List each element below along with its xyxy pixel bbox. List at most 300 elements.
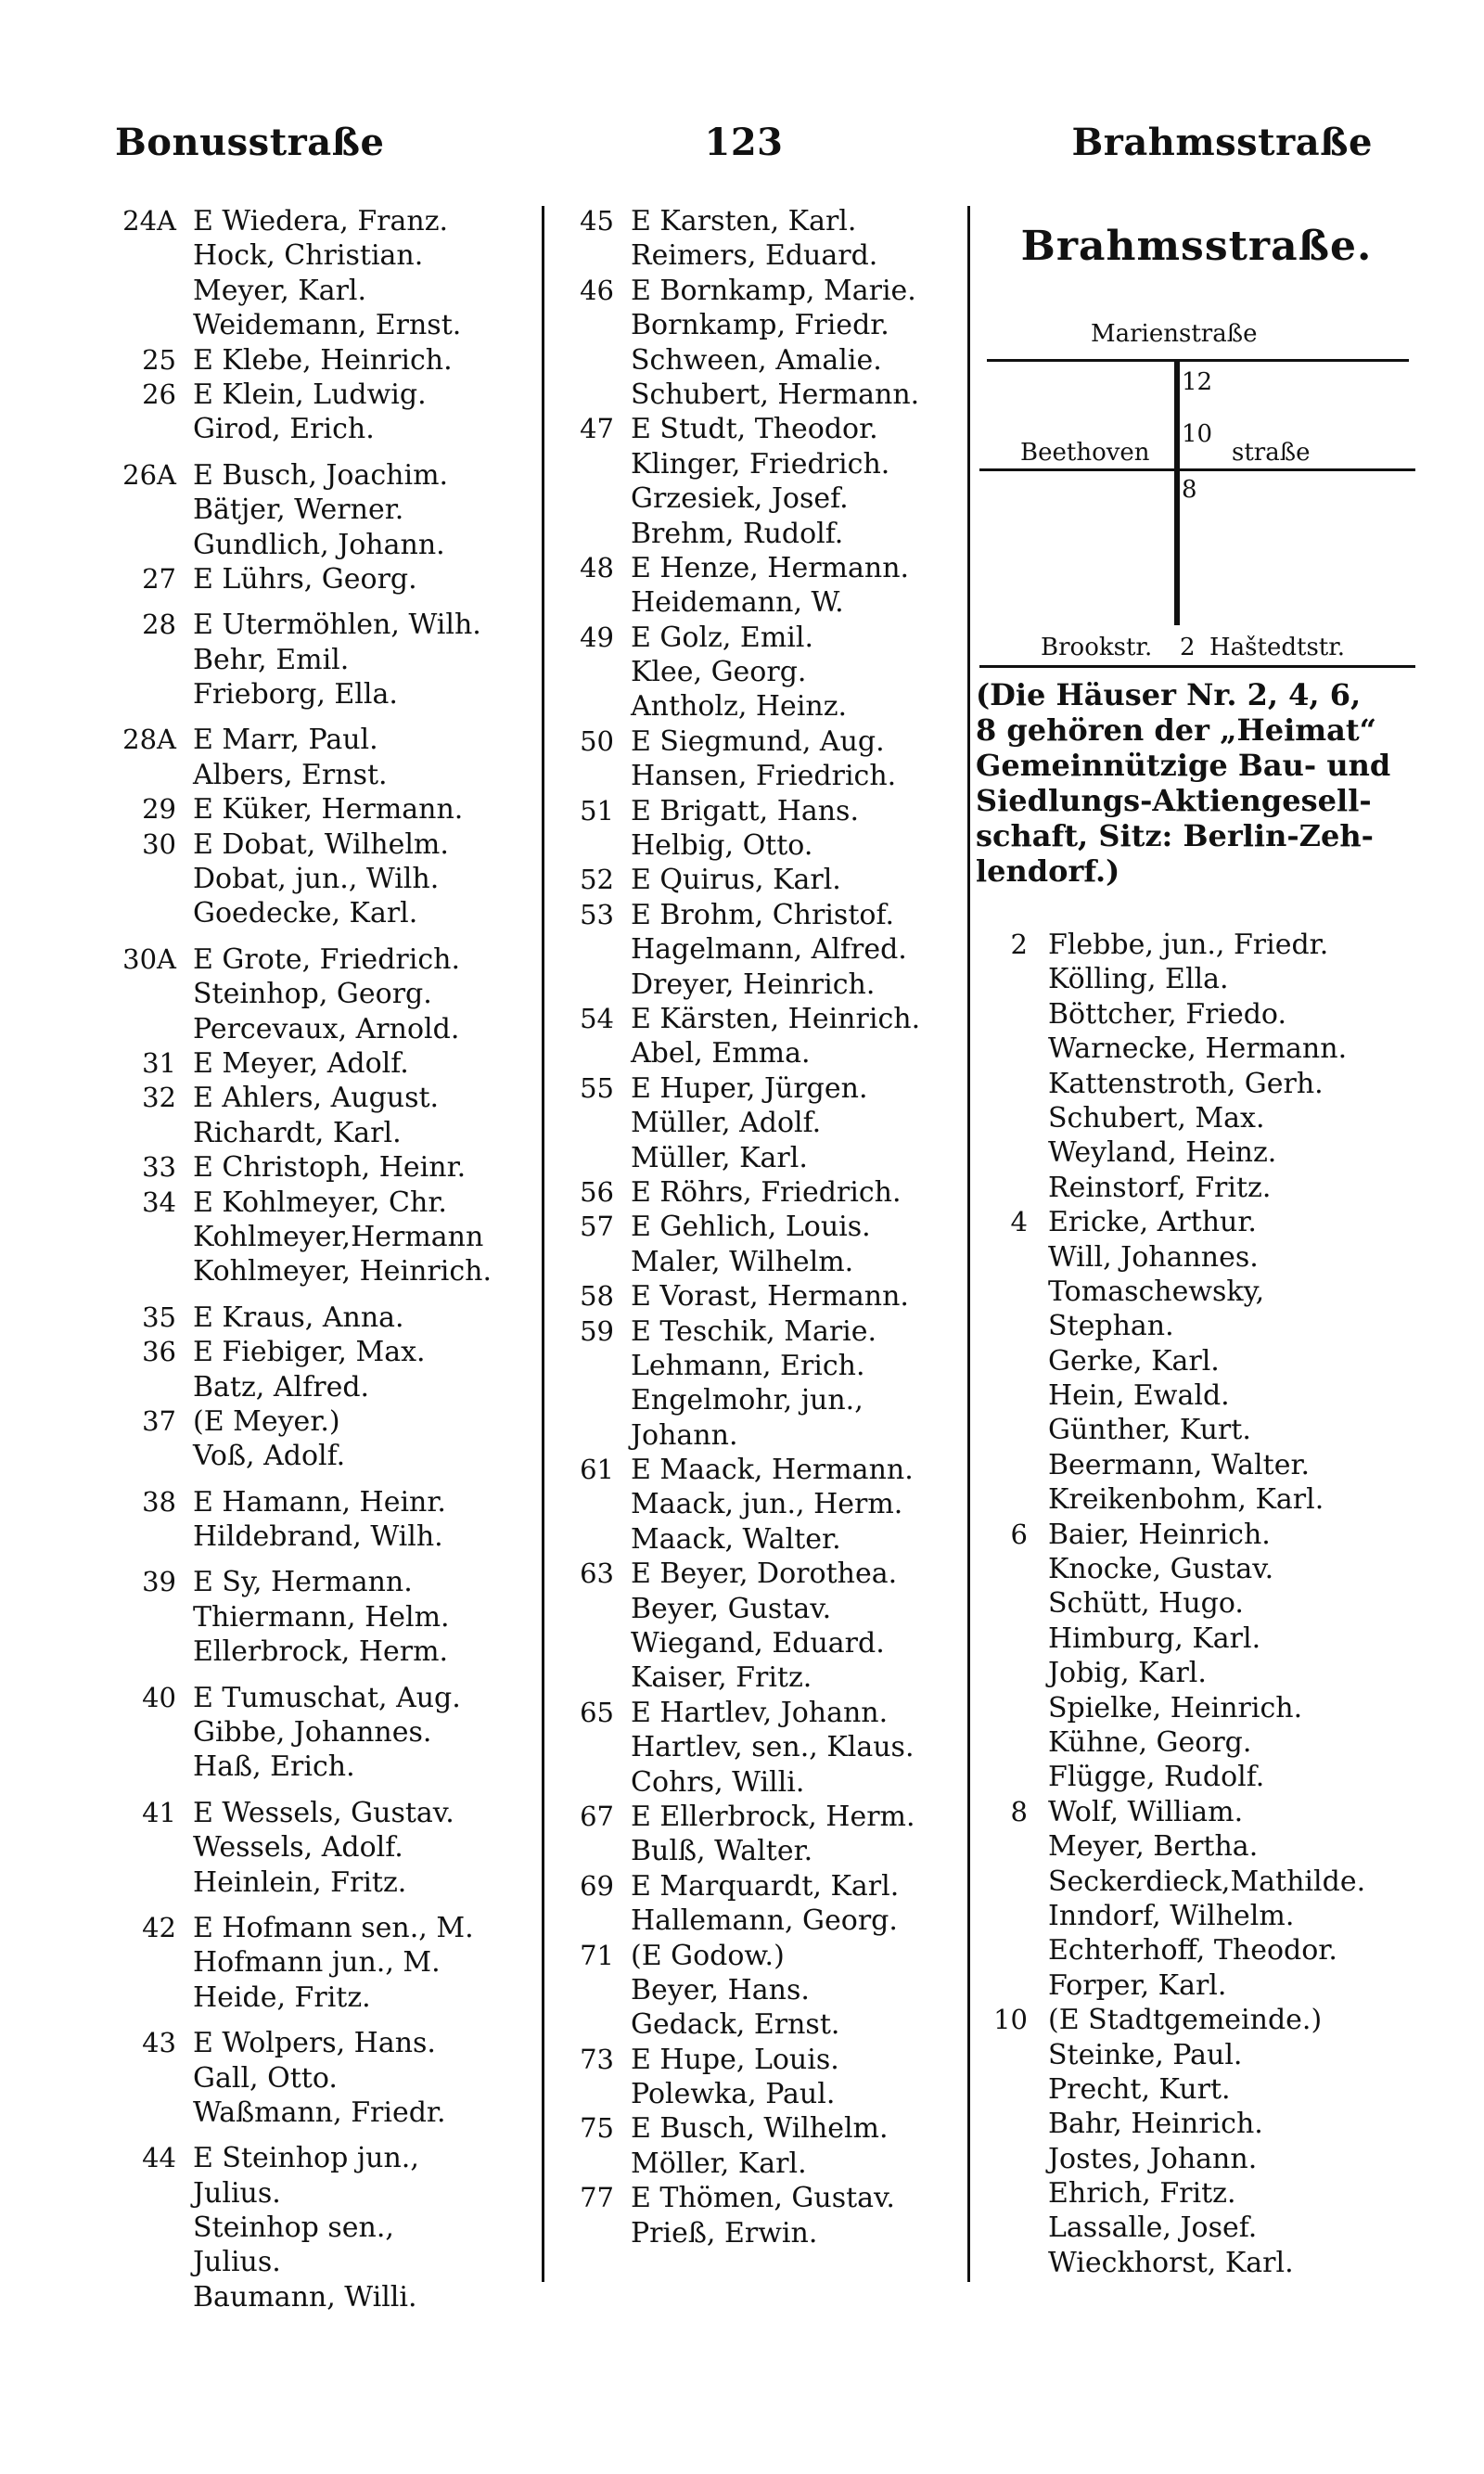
- resident-name: Baumann, Willi.: [193, 2280, 417, 2314]
- list-item: [547, 1106, 991, 1140]
- resident-name: Warnecke, Hermann.: [1048, 1032, 1348, 1066]
- resident-name: Heide, Fritz.: [193, 1980, 371, 2014]
- resident-name: Albers, Ernst.: [193, 758, 388, 791]
- list-item: [547, 655, 991, 689]
- resident-name: Kohlmeyer, Heinrich.: [193, 1255, 493, 1288]
- list-item: [976, 1829, 1412, 1864]
- list-item: [547, 2181, 991, 2215]
- resident-name: E Studt, Theodor.: [631, 413, 878, 446]
- list-item: [547, 1939, 991, 1973]
- resident-name: E Quirus, Karl.: [631, 864, 841, 897]
- list-item: [109, 412, 544, 446]
- resident-name: Reimers, Eduard.: [631, 239, 878, 273]
- resident-name: Bulß, Walter.: [631, 1835, 813, 1868]
- list-item: [976, 962, 1412, 996]
- resident-name: Maack, jun., Herm.: [631, 1488, 903, 1521]
- resident-name: Hein, Ewald.: [1048, 1379, 1230, 1413]
- house-number: 30A: [122, 942, 176, 975]
- resident-name: Kaiser, Fritz.: [631, 1661, 812, 1695]
- resident-name: Beyer, Hans.: [631, 1973, 810, 2006]
- house-number: 67: [580, 1800, 614, 1832]
- list-item: [976, 1622, 1412, 1656]
- house-number: 28A: [122, 724, 176, 756]
- resident-name: Goedecke, Karl.: [193, 897, 418, 930]
- house-number: 71: [580, 1939, 614, 1971]
- list-item: [976, 1933, 1412, 1968]
- street-map: [979, 320, 1415, 673]
- list-item: [547, 1279, 991, 1314]
- resident-name: Flügge, Rudolf.: [1048, 1761, 1265, 1794]
- resident-name: E Ahlers, August.: [193, 1082, 440, 1115]
- list-item: [976, 1205, 1412, 1239]
- map-house-number: 2: [1180, 634, 1196, 661]
- resident-name: E Sy, Hermann.: [193, 1566, 413, 1599]
- resident-name: E Fiebiger, Max.: [193, 1336, 426, 1369]
- resident-name: E Brigatt, Hans.: [631, 794, 859, 827]
- list-item: [547, 1245, 991, 1279]
- house-number: 31: [142, 1046, 176, 1079]
- list-item: [109, 792, 544, 827]
- list-item: [109, 274, 544, 308]
- list-item: [547, 308, 991, 342]
- list-item: [976, 1552, 1412, 1586]
- list-item: [976, 1275, 1412, 1309]
- resident-name: Antholz, Heinz.: [631, 690, 848, 724]
- list-item: [109, 643, 544, 677]
- resident-name: E Hofmann sen., M.: [193, 1911, 474, 1944]
- resident-name: E Brohm, Christof.: [631, 898, 895, 931]
- list-item: [109, 862, 544, 896]
- resident-name: Ericke, Arthur.: [1048, 1206, 1257, 1239]
- resident-name: E Kärsten, Heinrich.: [631, 1002, 921, 1035]
- list-item: [109, 677, 544, 711]
- list-item: [109, 1519, 544, 1554]
- house-number: 43: [142, 2027, 176, 2059]
- house-number: 37: [142, 1404, 176, 1437]
- list-item: [547, 932, 991, 967]
- resident-name: Schubert, Hermann.: [631, 378, 920, 411]
- note-line: Gemeinnützige Bau- und: [976, 748, 1391, 783]
- house-number: 57: [580, 1211, 614, 1243]
- resident-name: Spielke, Heinrich.: [1048, 1691, 1303, 1724]
- list-item: [109, 1865, 544, 1900]
- resident-name: Bätjer, Werner.: [193, 494, 404, 527]
- resident-name: Jobig, Karl.: [1048, 1657, 1207, 1690]
- list-item: [547, 1557, 991, 1591]
- list-item: [976, 1518, 1412, 1552]
- house-number: 47: [580, 413, 614, 445]
- resident-name: Thiermann, Helm.: [193, 1600, 450, 1634]
- house-number: 26: [142, 378, 176, 410]
- resident-name: Echterhoff, Theodor.: [1048, 1934, 1337, 1968]
- list-item: [109, 1301, 544, 1335]
- house-number: 48: [580, 551, 614, 583]
- list-item: [109, 1830, 544, 1865]
- resident-name: Dreyer, Heinrich.: [631, 968, 876, 1001]
- list-item: [547, 1418, 991, 1453]
- resident-name: Baier, Heinrich.: [1048, 1518, 1271, 1551]
- resident-name: E Klein, Ludwig.: [193, 378, 427, 411]
- list-item: [109, 238, 544, 273]
- list-item: [547, 1869, 991, 1904]
- header-street-right: Brahmsstraße: [1071, 121, 1373, 164]
- resident-name: Girod, Erich.: [193, 413, 375, 446]
- house-number: 49: [580, 621, 614, 653]
- resident-name: Klee, Georg.: [631, 656, 807, 689]
- list-item: [976, 1795, 1412, 1829]
- list-item: [547, 274, 991, 308]
- list-item: [976, 1171, 1412, 1205]
- resident-name: Kohlmeyer,Hermann: [193, 1220, 484, 1253]
- resident-name: E Henze, Hermann.: [631, 551, 910, 584]
- map-main-street-line: [1174, 361, 1180, 625]
- directory-column-2: [547, 204, 991, 2250]
- list-item: [547, 1210, 991, 1244]
- house-number: 33: [142, 1151, 176, 1184]
- list-item: [976, 1101, 1412, 1135]
- house-number: 25: [142, 343, 176, 376]
- list-item: [109, 2141, 544, 2175]
- house-number: 41: [142, 1796, 176, 1828]
- list-item: [976, 1448, 1412, 1482]
- list-item: [109, 827, 544, 862]
- resident-name: Inndorf, Wilhelm.: [1048, 1899, 1295, 1932]
- list-item: [976, 2211, 1412, 2245]
- resident-name: Kattenstroth, Gerh.: [1048, 1067, 1324, 1100]
- list-item: [547, 2077, 991, 2111]
- list-item: [109, 2211, 544, 2245]
- resident-name: Hagelmann, Alfred.: [631, 933, 907, 967]
- list-item: [547, 1314, 991, 1349]
- resident-name: Bahr, Heinrich.: [1048, 2108, 1263, 2141]
- house-number: 29: [142, 793, 176, 826]
- resident-name: Meyer, Karl.: [193, 274, 367, 307]
- resident-name: Bornkamp, Friedr.: [631, 309, 889, 342]
- house-number: 46: [580, 274, 614, 306]
- list-item: [547, 1973, 991, 2007]
- resident-name: Steinke, Paul.: [1048, 2038, 1243, 2071]
- list-item: [547, 1592, 991, 1626]
- list-item: [547, 968, 991, 1002]
- house-number: 63: [580, 1557, 614, 1590]
- resident-name: Percevaux, Arnold.: [193, 1012, 460, 1045]
- list-item: [547, 1453, 991, 1487]
- list-item: [547, 551, 991, 585]
- house-number: 30: [142, 827, 176, 860]
- list-item: [547, 2216, 991, 2250]
- resident-name: Beermann, Walter.: [1048, 1448, 1311, 1481]
- resident-name: Steinhop, Georg.: [193, 978, 432, 1011]
- list-item: [547, 1036, 991, 1070]
- list-item: [109, 1945, 544, 1980]
- list-item: [547, 1349, 991, 1383]
- house-number: 28: [142, 609, 176, 641]
- list-item: [547, 1834, 991, 1868]
- resident-name: E Dobat, Wilhelm.: [193, 827, 449, 861]
- list-item: [109, 977, 544, 1011]
- resident-name: Heidemann, W.: [631, 586, 844, 620]
- resident-name: E Meyer, Adolf.: [193, 1046, 409, 1080]
- list-item: [976, 1482, 1412, 1517]
- resident-name: E Wessels, Gustav.: [193, 1796, 454, 1829]
- list-item: [976, 2246, 1412, 2280]
- list-item: [547, 1765, 991, 1800]
- resident-name: Kreikenbohm, Karl.: [1048, 1483, 1324, 1517]
- resident-name: Günther, Kurt.: [1048, 1414, 1251, 1447]
- house-number: 44: [142, 2142, 176, 2174]
- resident-name: E Bornkamp, Marie.: [631, 274, 916, 307]
- map-top-street-line: [987, 359, 1409, 362]
- list-item: [976, 2142, 1412, 2176]
- list-item: [547, 794, 991, 828]
- house-number: 53: [580, 898, 614, 930]
- list-item: [976, 2176, 1412, 2211]
- list-item: [109, 2061, 544, 2096]
- resident-name: Polewka, Paul.: [631, 2078, 836, 2111]
- resident-name: E Ellerbrock, Herm.: [631, 1800, 915, 1833]
- resident-name: Gall, Otto.: [193, 2061, 338, 2095]
- resident-name: E Teschik, Marie.: [631, 1314, 877, 1348]
- list-item: [109, 1116, 544, 1150]
- resident-name: Hartlev, sen., Klaus.: [631, 1731, 915, 1764]
- house-number: 36: [142, 1336, 176, 1368]
- list-item: [976, 1656, 1412, 1690]
- resident-name: Müller, Karl.: [631, 1141, 808, 1174]
- list-item: [547, 343, 991, 378]
- list-item: [547, 517, 991, 551]
- resident-name: Möller, Karl.: [631, 2147, 807, 2180]
- house-number: 55: [580, 1071, 614, 1104]
- list-item: [547, 1002, 991, 1036]
- resident-name: E Busch, Wilhelm.: [631, 2112, 889, 2146]
- resident-name: E Maack, Hermann.: [631, 1454, 914, 1487]
- house-number: 27: [142, 562, 176, 595]
- list-item: [547, 1904, 991, 1938]
- house-number: 73: [580, 2043, 614, 2075]
- resident-name: Heinlein, Fritz.: [193, 1865, 407, 1899]
- resident-name: Richardt, Karl.: [193, 1116, 402, 1149]
- resident-name: E Christoph, Heinr.: [193, 1151, 467, 1185]
- resident-name: Ehrich, Fritz.: [1048, 2177, 1236, 2211]
- list-item: [547, 1660, 991, 1695]
- note-line: 8 gehören der „Heimat“: [976, 712, 1377, 748]
- resident-name: Voß, Adolf.: [193, 1440, 346, 1473]
- resident-name: E Siegmund, Aug.: [631, 724, 885, 758]
- list-item: [109, 1634, 544, 1669]
- list-item: [547, 1383, 991, 1417]
- resident-name: Jostes, Johann.: [1048, 2142, 1258, 2175]
- list-item: [976, 1725, 1412, 1760]
- resident-name: Knocke, Gustav.: [1048, 1553, 1274, 1586]
- map-house-number: 12: [1182, 368, 1213, 396]
- list-item: [547, 412, 991, 446]
- resident-name: E Marr, Paul.: [193, 724, 378, 757]
- house-number: 50: [580, 724, 614, 757]
- list-item: [547, 1522, 991, 1557]
- list-item: [976, 997, 1412, 1032]
- list-item: [109, 308, 544, 342]
- resident-name: Schütt, Hugo.: [1048, 1587, 1244, 1621]
- list-item: [109, 1600, 544, 1634]
- list-item: [109, 2245, 544, 2279]
- list-item: [976, 1413, 1412, 1447]
- house-number: 69: [580, 1869, 614, 1902]
- resident-name: E Klebe, Heinrich.: [193, 343, 453, 377]
- house-number: 38: [142, 1485, 176, 1518]
- list-item: [547, 447, 991, 481]
- header-street-left: Bonusstraße: [115, 121, 385, 164]
- list-item: [976, 1865, 1412, 1899]
- list-item: [109, 1370, 544, 1404]
- list-item: [109, 562, 544, 596]
- resident-name: E Thömen, Gustav.: [631, 2182, 895, 2215]
- list-item: [976, 2072, 1412, 2107]
- resident-name: Engelmohr, jun.,: [631, 1384, 864, 1417]
- list-item: [109, 1796, 544, 1830]
- map-house-number: 10: [1182, 420, 1213, 448]
- resident-name: E Beyer, Dorothea.: [631, 1557, 898, 1591]
- house-number: 51: [580, 794, 614, 827]
- list-item: [547, 1696, 991, 1730]
- list-item: [547, 2147, 991, 2181]
- resident-name: Kühne, Georg.: [1048, 1725, 1252, 1759]
- house-number: 42: [142, 1911, 176, 1943]
- list-item: [976, 2003, 1412, 2037]
- list-item: [109, 1220, 544, 1254]
- list-item: [109, 1081, 544, 1115]
- list-item: [976, 1691, 1412, 1725]
- resident-name: Grzesiek, Josef.: [631, 482, 849, 516]
- resident-name: E Grote, Friedrich.: [193, 942, 460, 976]
- list-item: [109, 758, 544, 792]
- resident-name: E Utermöhlen, Wilh.: [193, 609, 481, 642]
- list-item: [976, 1968, 1412, 2003]
- resident-name: E Röhrs, Friedrich.: [631, 1175, 902, 1209]
- resident-name: E Wolpers, Hans.: [193, 2027, 436, 2060]
- list-item: [109, 1485, 544, 1519]
- list-item: [976, 1067, 1412, 1101]
- resident-name: Cohrs, Willi.: [631, 1765, 805, 1799]
- list-item: [109, 204, 544, 238]
- resident-name: Tomaschewsky,: [1048, 1275, 1265, 1308]
- resident-name: E Busch, Joachim.: [193, 458, 449, 492]
- list-item: [109, 723, 544, 757]
- house-number: 75: [580, 2112, 614, 2145]
- list-item: [547, 724, 991, 759]
- list-item: [109, 1046, 544, 1081]
- house-number: 40: [142, 1681, 176, 1713]
- house-number: 77: [580, 2182, 614, 2214]
- resident-name: Steinhop sen.,: [193, 2211, 394, 2245]
- map-label-top: Marienstraße: [1091, 320, 1258, 348]
- resident-name: E Hupe, Louis.: [631, 2043, 839, 2076]
- resident-name: Meyer, Bertha.: [1048, 1830, 1259, 1864]
- resident-name: Kölling, Ella.: [1048, 963, 1229, 996]
- list-item: [976, 1760, 1412, 1794]
- directory-column-3: [976, 928, 1412, 2280]
- resident-name: (E Godow.): [631, 1939, 785, 1972]
- resident-name: Wieckhorst, Karl.: [1048, 2246, 1294, 2279]
- list-item: [109, 2026, 544, 2060]
- house-number: 4: [1010, 1206, 1028, 1238]
- resident-name: Reinstorf, Fritz.: [1048, 1171, 1272, 1204]
- resident-name: Schubert, Max.: [1048, 1101, 1265, 1134]
- resident-name: Wessels, Adolf.: [193, 1831, 403, 1865]
- list-item: [109, 1681, 544, 1715]
- resident-name: Batz, Alfred.: [193, 1370, 370, 1404]
- resident-name: Schween, Amalie.: [631, 343, 882, 377]
- resident-name: Klinger, Friedrich.: [631, 447, 890, 481]
- list-item: [547, 863, 991, 897]
- resident-name: Weyland, Heinz.: [1048, 1136, 1277, 1170]
- resident-name: Seckerdieck,Mathilde.: [1048, 1865, 1366, 1898]
- resident-name: Gedack, Ernst.: [631, 2008, 840, 2042]
- resident-name: Brehm, Rudolf.: [631, 517, 844, 550]
- list-item: [547, 2007, 991, 2042]
- list-item: [109, 528, 544, 562]
- resident-name: E Karsten, Karl.: [631, 205, 857, 237]
- house-number: 34: [142, 1186, 176, 1218]
- resident-name: Wiegand, Eduard.: [631, 1627, 885, 1660]
- house-number: 65: [580, 1696, 614, 1728]
- list-item: [109, 1254, 544, 1288]
- list-item: [109, 1750, 544, 1784]
- resident-name: (E Stadtgemeinde.): [1048, 2004, 1323, 2037]
- resident-name: Haß, Erich.: [193, 1750, 355, 1784]
- house-number: 32: [142, 1082, 176, 1114]
- list-item: [109, 1404, 544, 1439]
- list-item: [109, 1150, 544, 1185]
- list-item: [547, 1071, 991, 1106]
- list-item: [109, 1980, 544, 2015]
- map-label-left: Beethoven: [1020, 439, 1150, 467]
- list-item: [547, 2111, 991, 2146]
- note-line: Siedlungs-Aktiengesell-: [976, 783, 1372, 818]
- resident-name: E Steinhop jun.,: [193, 2142, 419, 2175]
- resident-name: Wolf, William.: [1048, 1795, 1244, 1828]
- resident-name: Ellerbrock, Herm.: [193, 1635, 449, 1669]
- resident-name: E Vorast, Hermann.: [631, 1280, 909, 1314]
- house-number: 6: [1010, 1518, 1028, 1550]
- directory-column-1: [109, 204, 544, 2314]
- list-item: [109, 1715, 544, 1750]
- list-item: [547, 1730, 991, 1764]
- list-item: [976, 1344, 1412, 1378]
- list-item: [109, 2176, 544, 2211]
- resident-name: Flebbe, jun., Friedr.: [1048, 929, 1329, 961]
- list-item: [109, 608, 544, 642]
- resident-name: E Küker, Hermann.: [193, 793, 464, 827]
- resident-name: E Lührs, Georg.: [193, 562, 417, 596]
- list-item: [547, 898, 991, 932]
- list-item: [109, 896, 544, 930]
- map-label-bottom-right: Haštedtstr.: [1209, 634, 1346, 661]
- house-number: 59: [580, 1314, 614, 1347]
- list-item: [109, 378, 544, 412]
- map-bottom-street-line: [979, 665, 1415, 668]
- list-item: [547, 1141, 991, 1175]
- resident-name: Gerke, Karl.: [1048, 1344, 1220, 1378]
- resident-name: E Tumuschat, Aug.: [193, 1681, 461, 1714]
- resident-name: Lehmann, Erich.: [631, 1349, 865, 1382]
- resident-name: Precht, Kurt.: [1048, 2072, 1231, 2106]
- resident-name: Müller, Adolf.: [631, 1107, 822, 1140]
- ownership-note: [976, 677, 1412, 889]
- list-item: [547, 759, 991, 793]
- list-item: [109, 2096, 544, 2130]
- list-item: [976, 1240, 1412, 1275]
- resident-name: Forper, Karl.: [1048, 1968, 1227, 2002]
